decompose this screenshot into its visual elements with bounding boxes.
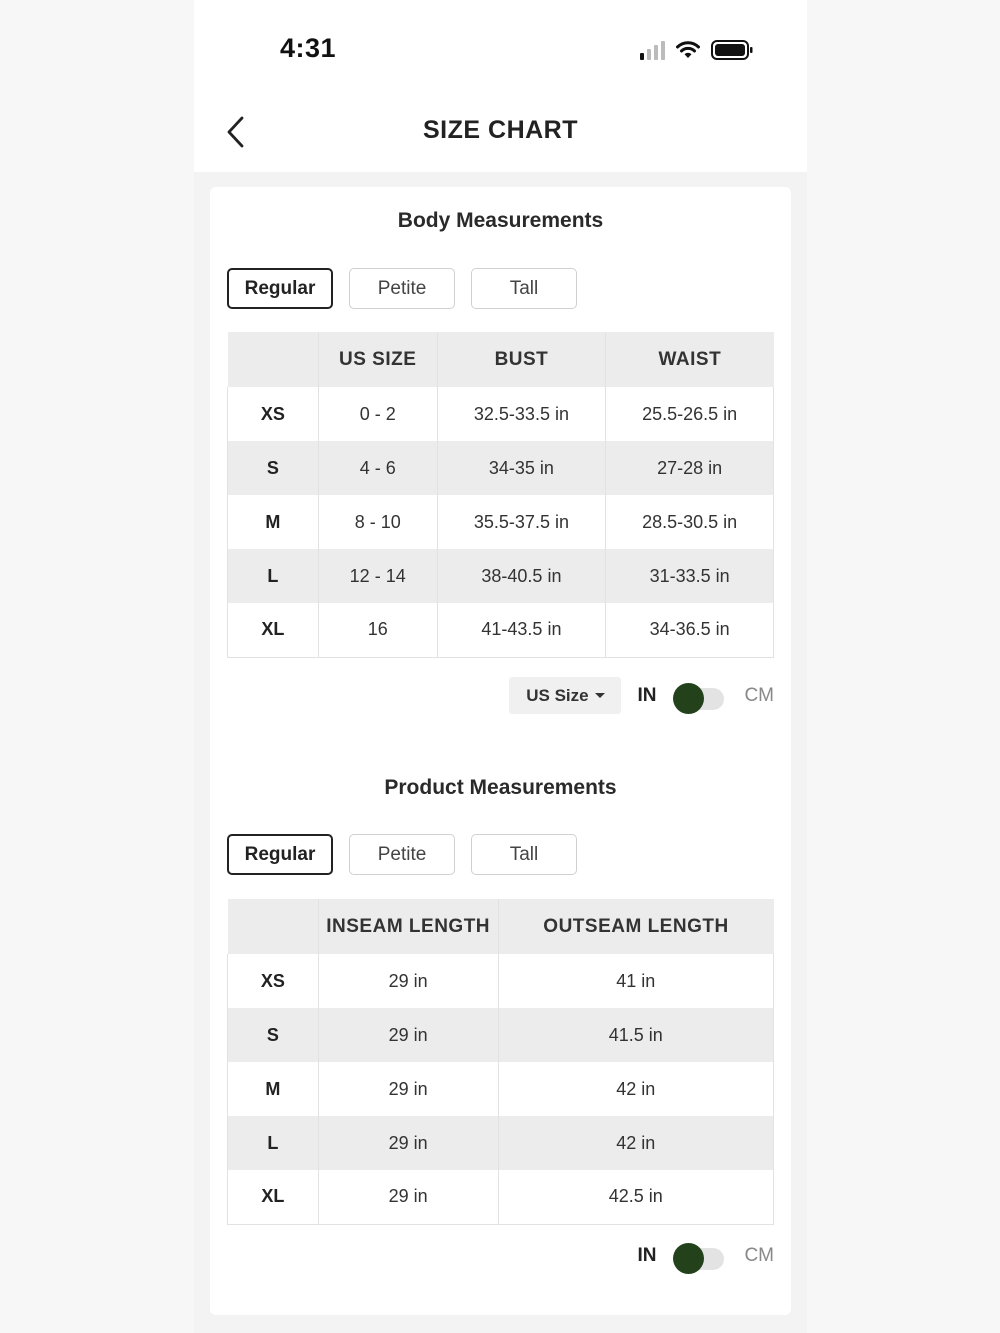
product-measurements-table [227,899,774,1225]
unit-in-label: IN [637,1245,657,1266]
table-cell: 42 in [498,1062,774,1116]
header-cell [228,899,319,954]
unit-cm-label: CM [744,1245,774,1266]
table-row [228,441,774,495]
table-cell: 29 in [318,954,498,1008]
header-cell: US SIZE [318,332,437,387]
status-time: 4:31 [280,33,337,63]
unit-toggle[interactable] [674,684,724,708]
table-cell: 34-35 in [437,441,606,495]
header-cell: BUST [437,332,606,387]
table-cell: 12 - 14 [318,549,437,603]
table-row [228,495,774,549]
size-label: XL [228,1170,319,1224]
body-measurements-table [227,332,774,658]
table-cell: 16 [318,603,437,657]
wifi-icon [675,40,701,60]
tab-tall[interactable]: Tall [471,834,577,875]
table-cell: 29 in [318,1170,498,1224]
size-label: L [228,549,319,603]
table-cell: 34-36.5 in [606,603,774,657]
size-label: S [228,1008,319,1062]
header-cell: OUTSEAM LENGTH [498,899,774,954]
body-unit-controls [509,677,774,714]
tab-regular[interactable]: Regular [227,268,333,309]
table-cell: 42 in [498,1116,774,1170]
table-cell: 41.5 in [498,1008,774,1062]
table-cell: 31-33.5 in [606,549,774,603]
size-label: M [228,1062,319,1116]
table-cell: 29 in [318,1116,498,1170]
size-system-dropdown[interactable] [509,677,621,714]
header-cell: INSEAM LENGTH [318,899,498,954]
product-measurements-title: Product Measurements [384,776,617,799]
signal-icon [640,40,665,60]
unit-toggle[interactable] [674,1244,724,1268]
header-cell: WAIST [606,332,774,387]
table-row [228,1116,774,1170]
table-cell: 41-43.5 in [437,603,606,657]
table-row [228,1170,774,1224]
caret-down-icon [595,693,605,698]
table-cell: 32.5-33.5 in [437,387,606,441]
size-label: XL [228,603,319,657]
table-cell: 4 - 6 [318,441,437,495]
tab-regular[interactable]: Regular [227,834,333,875]
product-fit-tabs [227,834,577,875]
unit-cm-label: CM [744,684,774,706]
phone-screen [194,0,807,1333]
table-cell: 8 - 10 [318,495,437,549]
size-label: XS [228,387,319,441]
table-cell: 27-28 in [606,441,774,495]
header-cell [228,332,319,387]
status-icons [640,38,753,62]
table-header-row [228,899,774,954]
size-chart-card [210,187,791,1315]
page-title: SIZE CHART [423,116,578,144]
table-cell: 29 in [318,1008,498,1062]
table-row [228,1062,774,1116]
table-cell: 0 - 2 [318,387,437,441]
table-header-row [228,332,774,387]
table-cell: 28.5-30.5 in [606,495,774,549]
battery-icon [711,40,753,60]
top-bar [194,0,807,172]
size-label: M [228,495,319,549]
size-label: L [228,1116,319,1170]
table-row [228,603,774,657]
table-cell: 35.5-37.5 in [437,495,606,549]
product-unit-controls [637,1244,774,1268]
table-row [228,1008,774,1062]
size-label: XS [228,954,319,1008]
table-cell: 42.5 in [498,1170,774,1224]
table-row [228,387,774,441]
table-cell: 25.5-26.5 in [606,387,774,441]
tab-tall[interactable]: Tall [471,268,577,309]
table-row [228,954,774,1008]
body-fit-tabs [227,268,577,309]
dropdown-label: US Size [526,685,589,705]
unit-in-label: IN [637,684,657,706]
table-row [228,549,774,603]
size-label: S [228,441,319,495]
tab-petite[interactable]: Petite [349,268,455,309]
tab-petite[interactable]: Petite [349,834,455,875]
table-cell: 41 in [498,954,774,1008]
body-measurements-title: Body Measurements [397,209,604,232]
table-cell: 29 in [318,1062,498,1116]
table-cell: 38-40.5 in [437,549,606,603]
